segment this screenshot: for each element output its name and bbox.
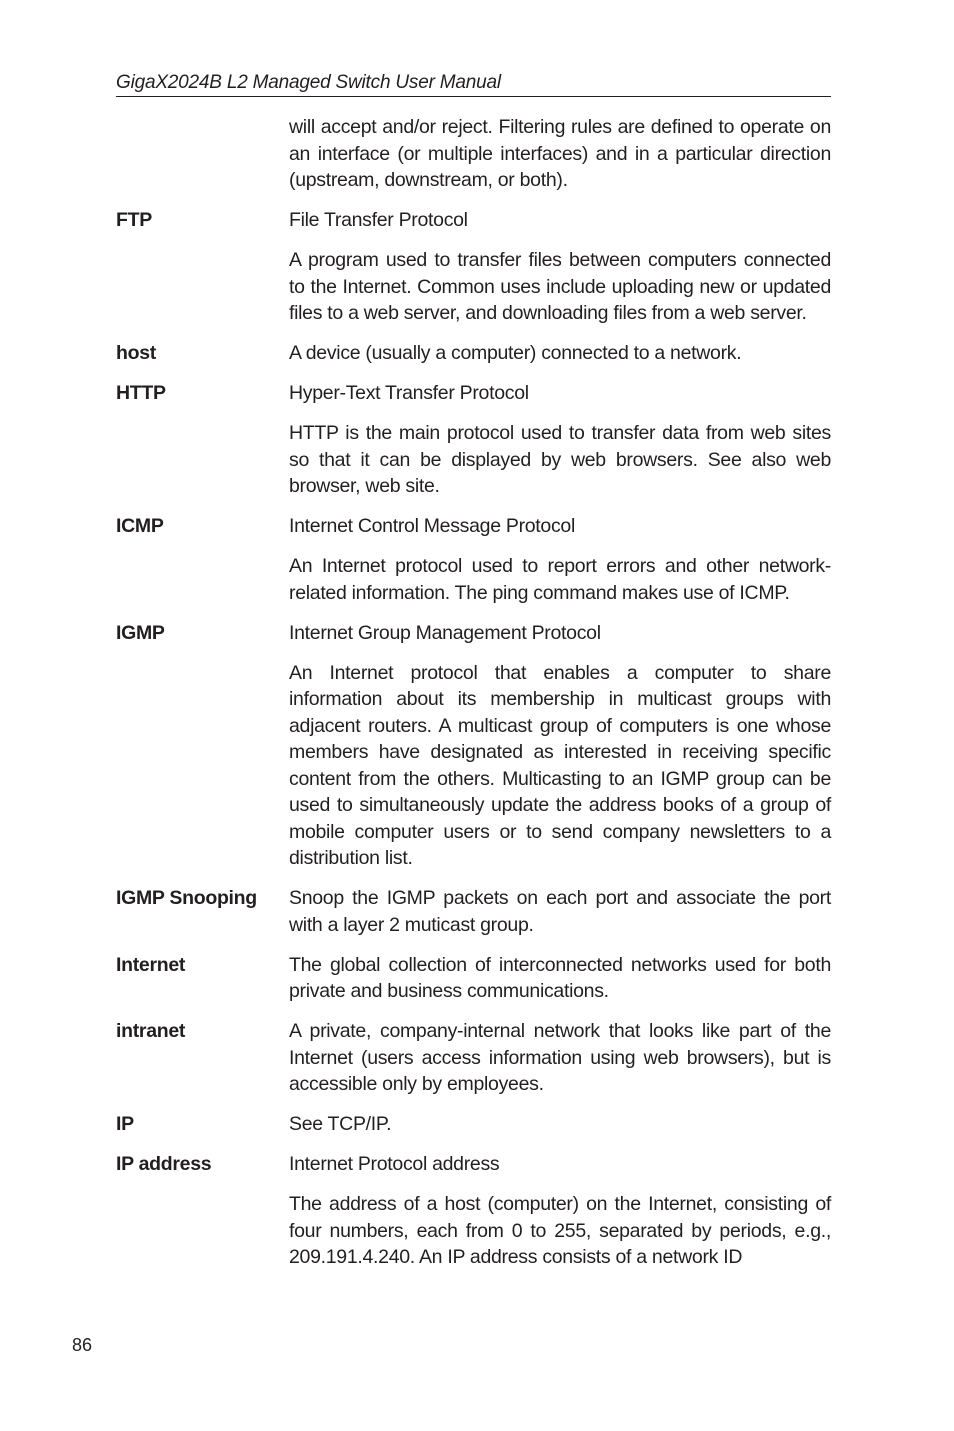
definition-expansion: Internet Control Message Protocol — [289, 515, 575, 537]
glossary-term: Internet — [116, 953, 186, 976]
glossary-definition — [289, 1111, 831, 1138]
manual-title: GigaX2024B L2 Managed Switch User Manual — [116, 72, 501, 93]
glossary-entry — [116, 1111, 831, 1138]
definition-paragraph: The address of a host (computer) on the Internet, consisting of four numbers, each from 0 to 255, separated by periods, e.g., 209.191.4.240. An IP address consists of a network ID — [289, 1193, 831, 1268]
definition-paragraph: A program used to transfer files between computers connected to the Internet. Common uses include uploading new or updated files to a web server, and downloading files from a web server. — [289, 249, 831, 324]
definition-paragraph: An Internet protocol that enables a computer to share information about its membership in multicast groups with adjacent routers. A multicast group of computers is one whose members have designated as interested in receiving specific content from the others. Multicasting to an IGMP group can be used to simultaneously update the address books of a group of mobile computer users or to send company newsletters to a distribution list. — [289, 661, 831, 869]
definition-expansion: Internet Group Management Protocol — [289, 621, 601, 644]
glossary-list — [116, 114, 831, 1284]
glossary-entry — [116, 885, 831, 938]
definition-paragraph: See TCP/IP. — [289, 1113, 392, 1135]
definition-expansion: Hyper-Text Transfer Protocol — [289, 382, 529, 404]
glossary-definition — [289, 885, 831, 938]
definition-expansion: File Transfer Protocol — [289, 209, 468, 231]
glossary-definition — [289, 380, 831, 500]
definition-paragraph: A private, company-internal network that looks like part of the Internet (users access information using web browsers), but is accessible only by employees. — [289, 1020, 831, 1095]
glossary-term: IGMP Snooping — [116, 887, 257, 909]
glossary-term: host — [116, 342, 156, 364]
glossary-entry — [116, 207, 831, 327]
glossary-term: FTP — [116, 209, 152, 231]
glossary-entry — [116, 1151, 831, 1271]
glossary-term: IP address — [116, 1153, 212, 1175]
glossary-definition — [289, 952, 831, 1005]
glossary-entry — [116, 952, 831, 1005]
definition-paragraph: An Internet protocol used to report errors and other network-related information. The ping command makes use of ICMP. — [289, 555, 831, 604]
page-number: 86 — [72, 1335, 93, 1355]
glossary-entry — [116, 620, 831, 872]
definition-paragraph: Snoop the IGMP packets on each port and associate the port with a layer 2 muticast group. — [289, 887, 831, 936]
glossary-definition — [289, 340, 831, 367]
glossary-definition — [289, 207, 831, 327]
glossary-definition — [289, 620, 831, 872]
definition-paragraph: HTTP is the main protocol used to transfer data from web sites so that it can be displayed by web browsers. See also web browser, web site. — [289, 422, 831, 497]
glossary-definition — [289, 1151, 831, 1271]
glossary-entry — [116, 380, 831, 500]
glossary-term: intranet — [116, 1020, 186, 1042]
glossary-term: ICMP — [116, 515, 164, 537]
definition-paragraph: will accept and/or reject. Filtering rules are defined to operate on an interface (or multiple interfaces) and in a particular direction (upstream, downstream, or both). — [289, 116, 831, 191]
running-header — [116, 70, 831, 97]
glossary-entry — [116, 340, 831, 367]
glossary-definition — [289, 114, 831, 194]
definition-paragraph: The global collection of interconnected networks used for both private and business communications. — [289, 953, 831, 1002]
definition-paragraph: A device (usually a computer) connected to a network. — [289, 342, 742, 364]
glossary-term: IP — [116, 1113, 134, 1135]
glossary-entry — [116, 1018, 831, 1098]
glossary-term: IGMP — [116, 621, 165, 644]
definition-expansion: Internet Protocol address — [289, 1153, 500, 1175]
glossary-entry — [116, 513, 831, 606]
glossary-definition — [289, 513, 831, 606]
glossary-entry — [116, 114, 831, 194]
glossary-term: HTTP — [116, 382, 166, 404]
glossary-definition — [289, 1018, 831, 1098]
